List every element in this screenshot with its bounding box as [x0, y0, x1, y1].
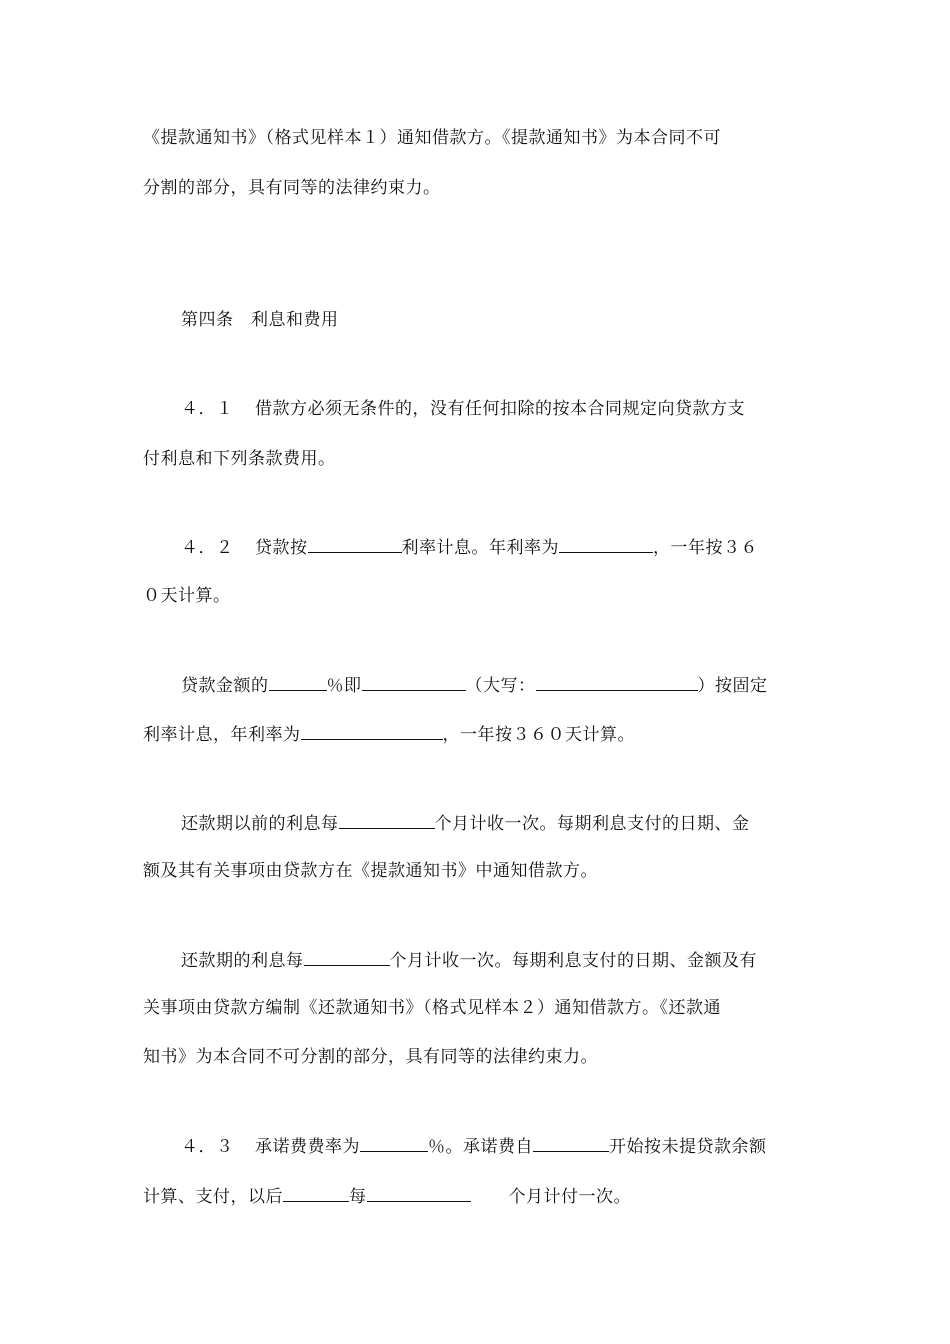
paragraph-line [0, 176, 950, 200]
text: 借款方必须无条件的，没有任何扣除的按本合同规定向贷款方支 [255, 399, 745, 419]
fill-blank-start-date[interactable] [533, 1133, 609, 1152]
fixed-rate-line1 [0, 672, 950, 698]
fill-blank-percent[interactable] [269, 672, 327, 691]
text: 还款期的利息每 [181, 951, 304, 971]
fixed-rate-line2 [0, 721, 950, 747]
article-heading [0, 308, 950, 332]
clause-number: ４．２ [181, 538, 234, 558]
clause-4-2-line1 [0, 534, 950, 560]
text: （大写： [465, 676, 536, 696]
text: 承诺费费率为 [255, 1137, 360, 1157]
fill-blank-annual-rate[interactable] [559, 534, 653, 553]
fill-blank-months[interactable] [304, 947, 390, 966]
text: 计算、支付，以后 [143, 1187, 283, 1207]
text: 个月计收一次。每期利息支付的日期、金额及有 [389, 951, 757, 971]
fill-blank-months[interactable] [339, 810, 435, 829]
text: 付利息和下列条款费用。 [143, 449, 336, 469]
text: ，一年按３６ [653, 538, 758, 558]
text: 还款期以前的利息每 [181, 814, 339, 834]
clause-4-3-line1 [0, 1133, 950, 1159]
paragraph-line [0, 126, 950, 150]
text: 关事项由贷款方编制《还款通知书》（格式见样本２）通知借款方。《还款通 [143, 998, 721, 1018]
fill-blank-fixed-annual-rate[interactable] [301, 721, 443, 740]
heading-text: 第四条 利息和费用 [181, 310, 339, 330]
clause-4-1-line2 [0, 447, 950, 471]
fill-blank-amount-uppercase[interactable] [536, 672, 698, 691]
text: 每 [349, 1187, 367, 1207]
fill-blank-amount[interactable] [362, 672, 466, 691]
pre-repayment-interest-line1 [0, 810, 950, 836]
clause-4-1-line1 [0, 397, 950, 421]
text: ，一年按３６０天计算。 [442, 725, 635, 745]
text: ％。承诺费自 [428, 1137, 533, 1157]
fill-blank-months[interactable] [367, 1183, 471, 1202]
text: 知书》为本合同不可分割的部分，具有同等的法律约束力。 [143, 1047, 598, 1067]
text: 贷款金额的 [181, 676, 269, 696]
repayment-interest-line2 [0, 996, 950, 1020]
fill-blank-after[interactable] [283, 1183, 349, 1202]
clause-number: ４．３ [181, 1137, 234, 1157]
text: 开始按未提贷款余额 [609, 1137, 767, 1157]
text: 利率计息，年利率为 [143, 725, 301, 745]
text: 利率计息。年利率为 [401, 538, 559, 558]
fill-blank-rate-type[interactable] [308, 534, 402, 553]
clause-4-2-line2 [0, 584, 950, 608]
text: 额及其有关事项由贷款方在《提款通知书》中通知借款方。 [143, 861, 598, 881]
text: 贷款按 [255, 538, 308, 558]
text: ）按固定 [697, 676, 768, 696]
text: 《提款通知书》（格式见样本１）通知借款方。《提款通知书》为本合同不可 [143, 128, 721, 148]
text: 分割的部分，具有同等的法律约束力。 [143, 178, 441, 198]
repayment-interest-line3 [0, 1045, 950, 1069]
clause-4-3-line2 [0, 1183, 950, 1209]
text: ％即 [326, 676, 362, 696]
text: 个月计付一次。 [508, 1187, 631, 1207]
pre-repayment-interest-line2 [0, 859, 950, 883]
clause-number: ４．１ [181, 399, 234, 419]
text: ０天计算。 [143, 586, 231, 606]
repayment-interest-line1 [0, 947, 950, 973]
text: 个月计收一次。每期利息支付的日期、金 [434, 814, 750, 834]
fill-blank-commitment-fee-rate[interactable] [360, 1133, 428, 1152]
